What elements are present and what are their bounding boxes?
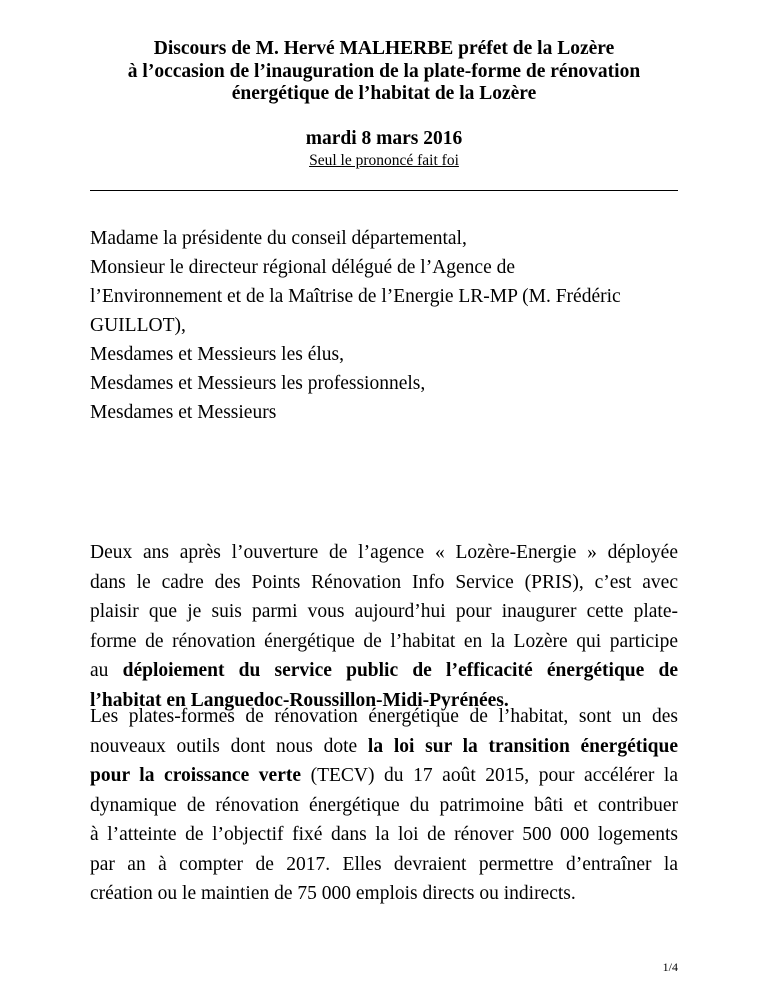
paragraph-text: (TECV) du 17 août 2015, pour accélérer la xyxy=(301,765,679,786)
speech-title-line-2: à l’occasion de l’inauguration de la plate-forme de rénovation xyxy=(127,60,641,82)
paragraph-line: création ou le maintien de 75 000 emplois directs ou indirects. xyxy=(90,883,576,904)
salutation-line: Mesdames et Messieurs les professionnels, xyxy=(90,373,426,394)
speech-title-line-1: Discours de M. Hervé MALHERBE préfet de la Lozère xyxy=(153,38,615,59)
paragraph-1 xyxy=(90,538,678,715)
emphasis-text: la loi sur la transition énergétique xyxy=(367,735,678,757)
salutation-line: Mesdames et Messieurs xyxy=(90,402,277,423)
salutation-line: Mesdames et Messieurs les élus, xyxy=(90,344,344,365)
paragraph-2 xyxy=(90,702,678,909)
salutation-line: l’Environnement et de la Maîtrise de l’Energie LR-MP (M. Frédéric xyxy=(90,286,621,307)
paragraph-line: à l’atteinte de l’objectif fixé dans la loi de rénover 500 000 logements xyxy=(90,824,678,845)
paragraph-line: forme de rénovation énergétique de l’habitat en la Lozère qui participe xyxy=(90,630,678,652)
paragraph-line: Deux ans après l’ouverture de l’agence « Lozère-Energie » déployée xyxy=(90,542,678,563)
speech-date: mardi 8 mars 2016 xyxy=(305,127,463,149)
emphasis-text: l’habitat en Languedoc-Roussillon-Midi-Pyrénées. xyxy=(90,689,509,711)
paragraph-line: dans le cadre des Points Rénovation Info Service (PRIS), c’est avec xyxy=(90,571,678,593)
salutation-line: Monsieur le directeur régional délégué de l’Agence de xyxy=(90,257,516,278)
paragraph-line: dynamique de rénovation énergétique du patrimoine bâti et contribuer xyxy=(90,794,678,816)
paragraph-line xyxy=(90,761,678,791)
salutation-line: GUILLOT), xyxy=(90,315,186,336)
paragraph-line: plaisir que je suis parmi vous aujourd’hui pour inaugurer cette plate- xyxy=(90,601,678,622)
speech-title-line-3: énergétique de l’habitat de la Lozère xyxy=(231,83,537,104)
paragraph-line: Les plates-formes de rénovation énergétique de l’habitat, sont un des xyxy=(90,706,678,727)
paragraph-line: par an à compter de 2017. Elles devraient permettre d’entraîner la xyxy=(90,853,678,875)
speech-header xyxy=(90,38,678,170)
page-number: 1/4 xyxy=(662,960,678,974)
paragraph-text: au xyxy=(90,660,123,681)
paragraph-text: nouveaux outils dont nous dote xyxy=(90,735,368,757)
speech-disclaimer: Seul le prononcé fait foi xyxy=(309,151,459,169)
salutation-line: Madame la présidente du conseil départemental, xyxy=(90,228,467,249)
emphasis-text: pour la croissance verte xyxy=(90,765,302,786)
header-divider xyxy=(90,190,678,191)
salutation-block xyxy=(90,224,680,427)
emphasis-text: déploiement du service public de l’efficacité énergétique de xyxy=(122,660,679,681)
paragraph-line xyxy=(90,732,678,762)
paragraph-line xyxy=(90,656,678,686)
